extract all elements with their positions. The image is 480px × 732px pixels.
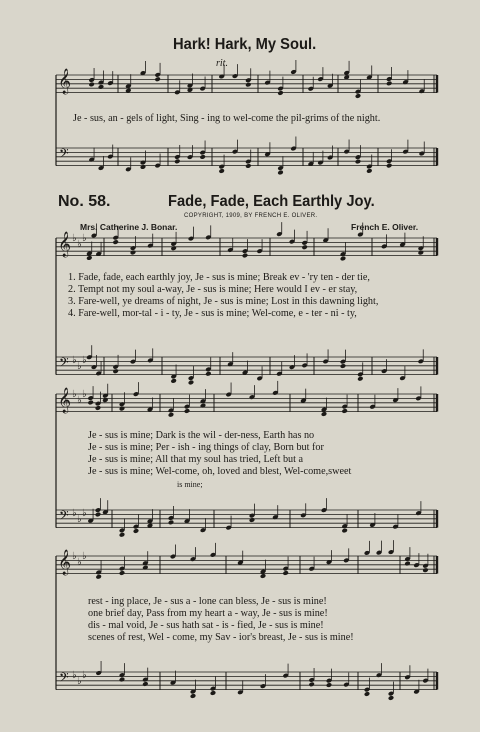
verse-line: one brief day, Pass from my heart a - way, Je - sus is mine! [88,608,328,619]
treble-clef: 𝄞 [58,550,72,575]
bass-clef: 𝄢 [59,146,69,164]
sys1-bass-note [205,371,211,377]
flat-sign: ♭ [72,508,77,519]
sys1-bass-note [112,368,118,374]
flat-sign: ♭ [82,389,87,400]
sys3-bass-note [388,695,394,701]
flat-sign: ♭ [82,355,87,366]
flat-sign: ♭ [77,557,82,568]
sys3-bass-note [190,693,196,699]
verse-line: rest - ing place, Je - sus a - lone can bless, Je - sus is mine! [88,596,327,607]
sys1-treble-note [301,244,307,250]
flat-sign: ♭ [82,508,87,519]
sys1-bass-note [357,376,363,382]
verse-line: 4. Fare-well, mor-tal - i - ty, Je - sus is mine; Wel-come, e - ter - ni - ty, [68,308,357,319]
verse-line: 1. Fade, fade, each earthly joy, Je - sus is mine; Break ev - 'ry ten - der tie, [68,272,370,283]
sys3-treble-note [422,567,428,573]
sys2-bass-note [341,528,347,534]
sys3-bass-note [326,682,332,688]
prev-treble-note [154,76,160,82]
sys3-treble-note [404,561,410,567]
sys3-bass-note [308,682,314,688]
sys2-treble-note [321,411,327,417]
prev-bass-note [277,170,283,176]
sys1-treble-note [340,256,346,262]
prev-treble-note [98,84,104,90]
sys2-treble-note [87,400,93,406]
flat-sign: ♭ [72,670,77,681]
sys2-treble-note [95,405,101,411]
prev-bass-note [199,154,205,160]
flat-sign: ♭ [82,551,87,562]
sys3-bass-note [119,677,125,683]
prev-bass-note [140,164,146,170]
sys2-bass-note [168,520,174,526]
prev-treble-note [386,81,392,87]
sys2-treble-note [184,408,190,414]
ritardando-marking: rit. [216,58,228,69]
prev-hymn-lyric: Je - sus, an - gels of light, Sing - ing to wel-come the pil-grims of the night. [73,113,381,124]
verse-line: scenes of rest, Wel - come, my Sav - ior's breast, Je - sus is mine! [88,632,354,643]
prev-treble-note [277,90,283,96]
sys3-treble-note [119,570,125,576]
prev-bass-note [386,163,392,169]
sys3-treble-note [95,574,101,580]
prev-treble-note [355,93,361,99]
treble-clef: 𝄞 [58,388,72,413]
lyricist-credit: Mrs. Catherine J. Bonar. [80,222,178,232]
bass-clef: 𝄢 [59,355,69,373]
flat-sign: ♭ [77,514,82,525]
flat-sign: ♭ [82,233,87,244]
prev-bass-note [355,159,361,165]
flat-sign: ♭ [77,395,82,406]
sys2-bass-note [249,517,255,523]
copyright-notice: COPYRIGHT, 1909, BY FRENCH E. OLIVER. [184,213,318,219]
verse-line: dis - mal void, Je - sus hath sat - is - fied, Je - sus is mine! [88,620,324,631]
sys2-bass-note [119,532,125,538]
verse-line: Je - sus is mine; All that my soul has tried, Left but a [88,454,304,465]
sys3-treble-note [260,573,266,579]
prev-bass-note [245,163,251,169]
treble-clef: 𝄞 [58,232,72,257]
prev-treble-note [88,82,94,88]
flat-sign: ♭ [72,389,77,400]
small-lyric-note: is mine; [177,480,203,489]
sys1-treble-note [418,250,424,256]
verse-line: Je - sus is mine; Per - ish - ing things of clay, Born but for [88,442,324,453]
hymn-title: Fade, Fade, Each Earthly Joy. [168,193,375,210]
prev-bass-note [174,159,180,165]
flat-sign: ♭ [82,670,87,681]
sys1-treble-note [112,239,118,245]
sys3-treble-note [282,570,288,576]
prev-hymn-title: Hark! Hark, My Soul. [173,36,317,53]
sys2-treble-note [119,406,125,412]
flat-sign: ♭ [77,239,82,250]
verse-line: Je - sus is mine; Dark is the wil - der-ness, Earth has no [88,430,315,441]
treble-clef: 𝄞 [58,69,72,94]
flat-sign: ♭ [77,676,82,687]
verse-line: 3. Fare-well, ye dreams of night, Je - sus is mine; Lost in this dawning light, [68,296,379,307]
sys2-treble-note [341,408,347,414]
prev-bass-note [366,168,372,174]
verse-line: Je - sus is mine; Wel-come, oh, loved and blest, Wel-come,sweet [88,466,352,477]
prev-bass-note [218,168,224,174]
sys1-treble-note [130,250,136,256]
prev-treble-note [245,82,251,88]
sys1-treble-note [242,253,248,259]
bass-clef: 𝄢 [59,508,69,526]
sys3-bass-note [210,690,216,696]
sys3-bass-note [142,681,148,687]
sys2-bass-note [133,528,139,534]
sys1-bass-note [340,363,346,369]
flat-sign: ♭ [77,361,82,372]
sys1-bass-note [188,380,194,386]
sys2-bass-note [95,512,101,518]
flat-sign: ♭ [72,551,77,562]
sys3-bass-note [364,691,370,697]
flat-sign: ♭ [72,233,77,244]
flat-sign: ♭ [72,355,77,366]
sys1-treble-note [170,245,176,251]
hymn-number: No. 58. [58,193,111,210]
bass-clef: 𝄢 [59,670,69,688]
sys2-treble-note [168,412,174,418]
composer-credit: French E. Oliver. [351,222,419,232]
sys1-bass-note [170,378,176,384]
verse-line: 2. Tempt not my soul a-way, Je - sus is mine; Here would I ev - er stay, [68,284,358,295]
